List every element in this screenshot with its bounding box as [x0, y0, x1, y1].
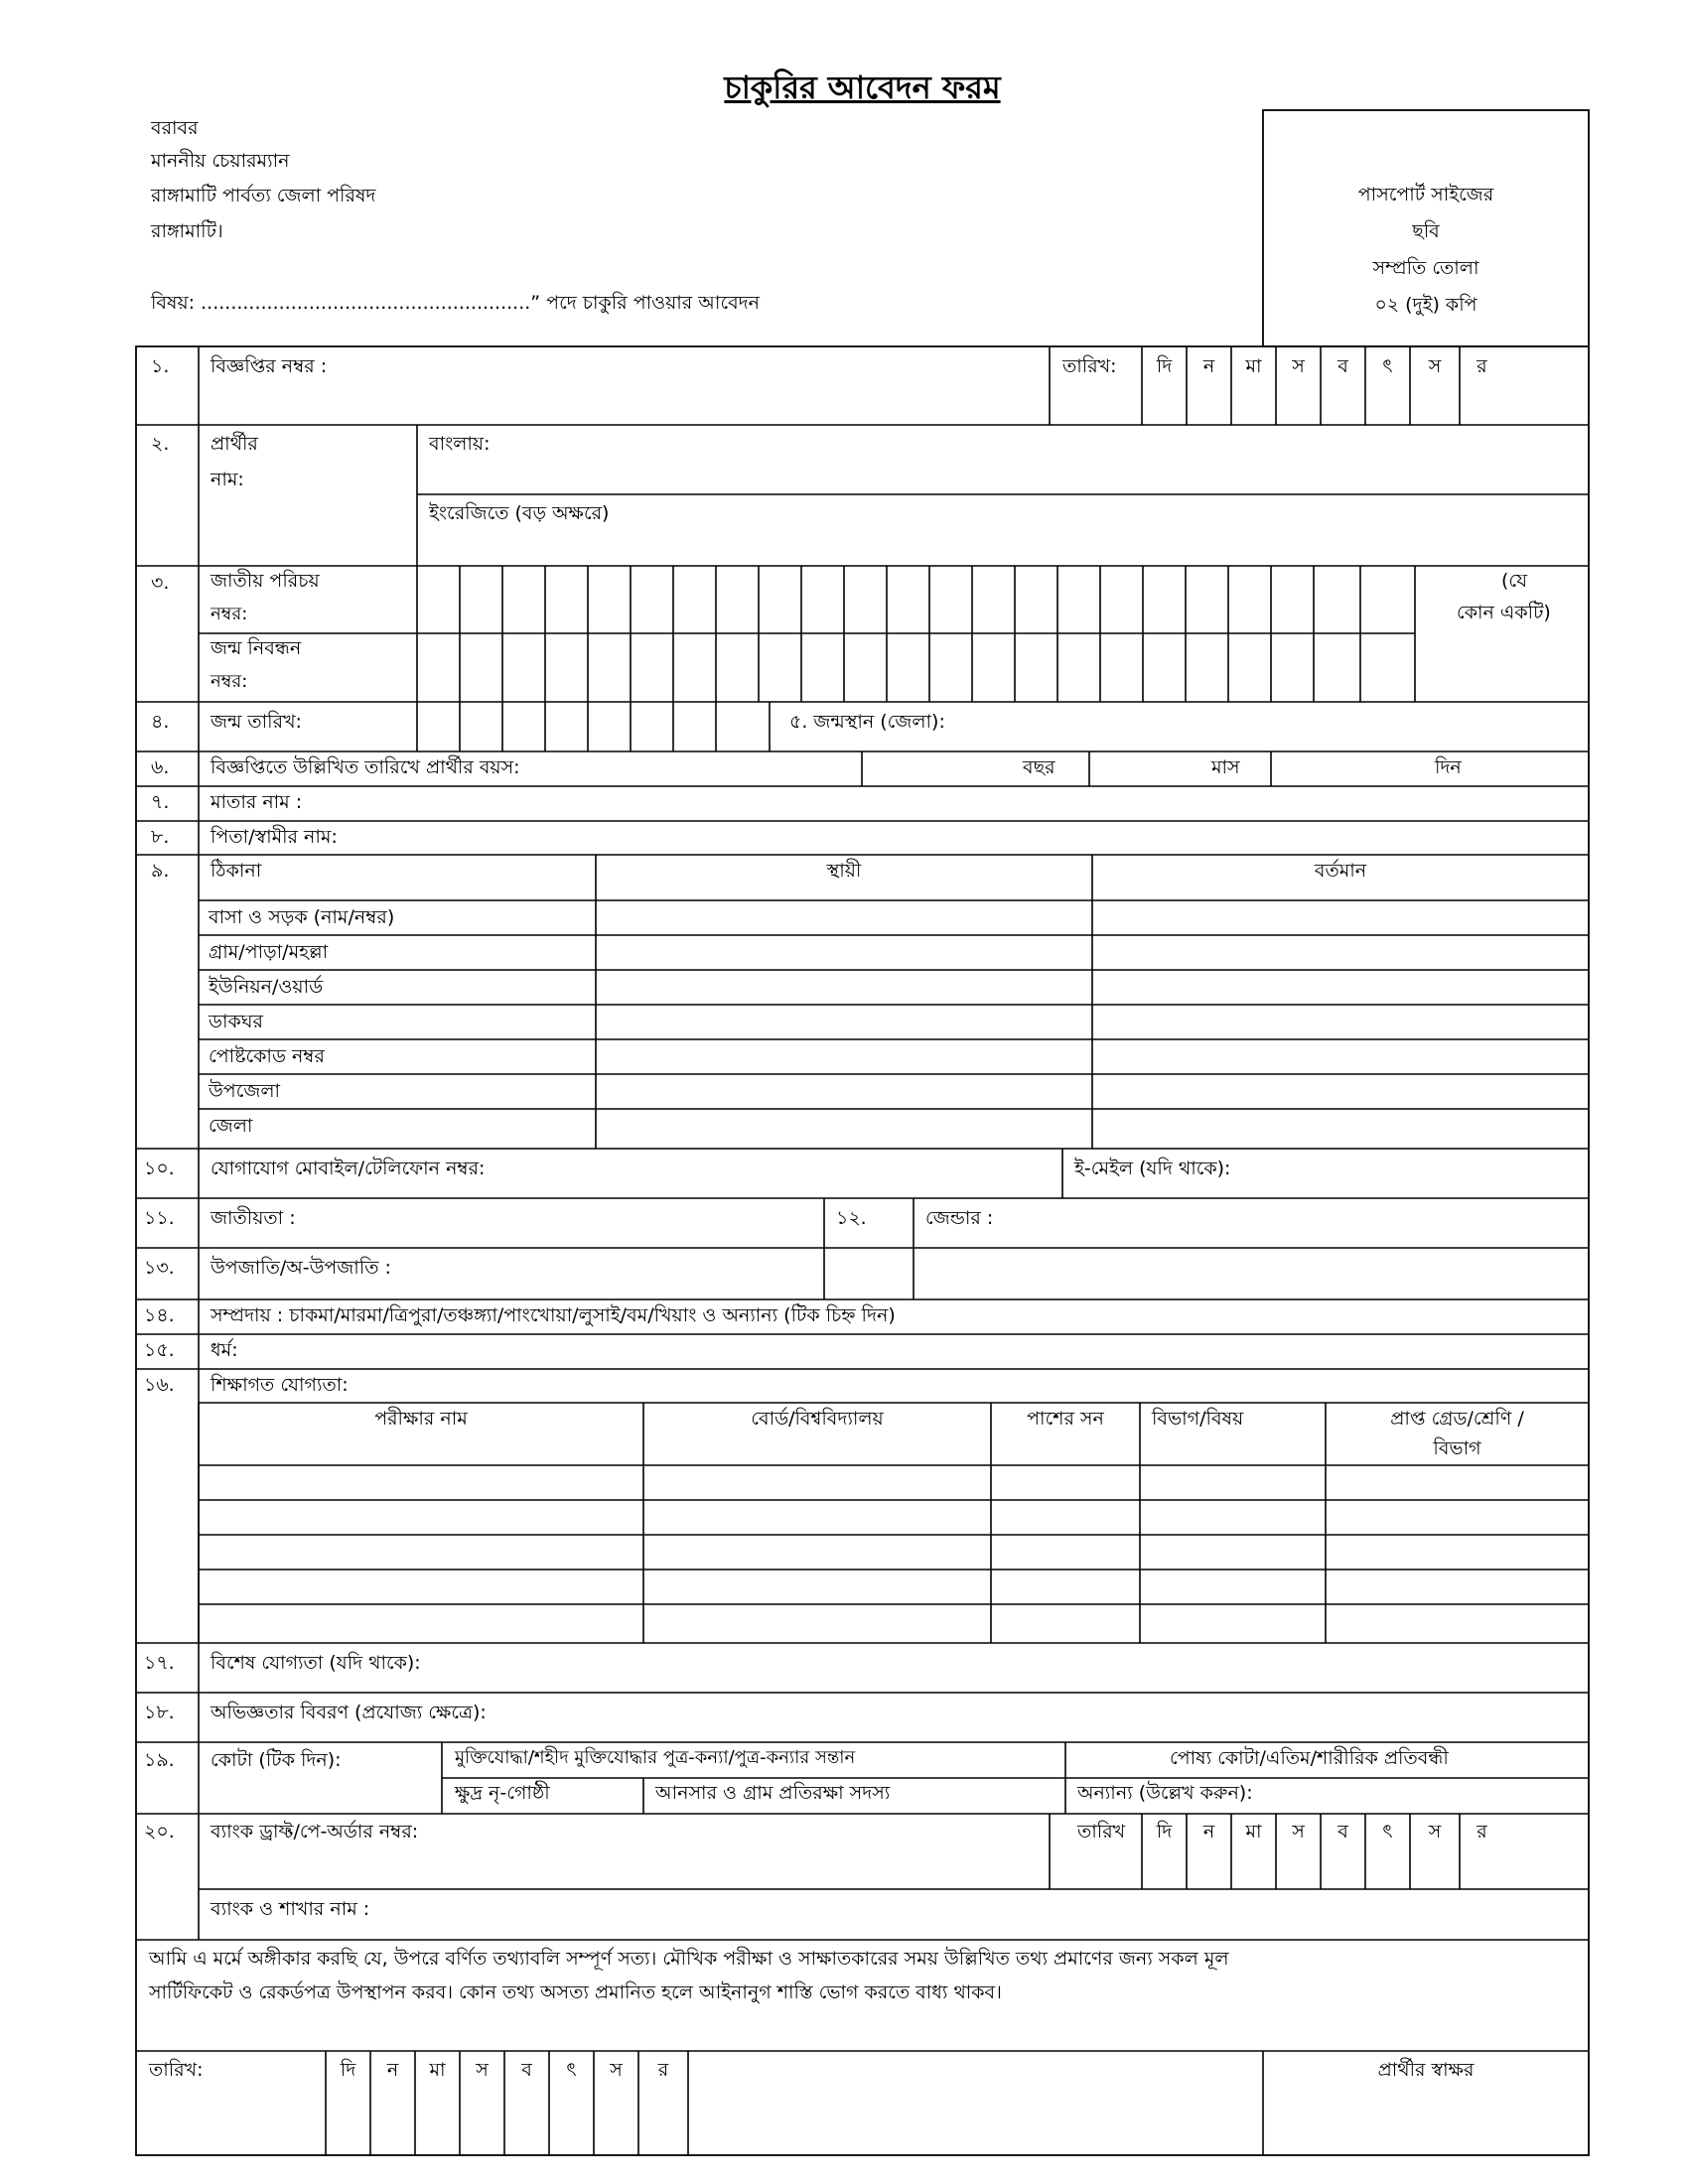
- row-number: ১.: [151, 355, 170, 377]
- father-name-label[interactable]: পিতা/স্বামীর নাম:: [211, 826, 338, 848]
- address-field-label: বাসা ও সড়ক (নাম/নম্বর): [209, 906, 395, 928]
- address-field-label: গ্রাম/পাড়া/মহল্লা: [209, 941, 329, 963]
- addressee-line: মাননীয় চেয়ারম্যান: [151, 150, 290, 172]
- any-one-note: কোন একটি): [1457, 602, 1551, 623]
- bank-branch-label[interactable]: ব্যাংক ও শাখার নাম :: [211, 1898, 370, 1920]
- circular-number-label: বিজ্ঞপ্তির নম্বর :: [211, 355, 328, 377]
- row-number: ১০.: [144, 1158, 175, 1179]
- applicant-name-label: প্রার্থীর: [211, 433, 258, 455]
- row-number: ১৯.: [144, 1749, 175, 1771]
- date-box-letter[interactable]: স: [610, 2059, 623, 2081]
- row-number: ১৮.: [144, 1702, 175, 1723]
- row-number: ৬.: [151, 756, 170, 778]
- birth-reg-label: নম্বর:: [211, 671, 248, 692]
- bank-draft-label[interactable]: ব্যাংক ড্রাফ্ট/পে-অর্ডার নম্বর:: [211, 1821, 419, 1843]
- date-box-letter[interactable]: র: [657, 2059, 669, 2081]
- form-table-border: [136, 346, 1589, 2155]
- quota-freedom-fighter[interactable]: মুক্তিযোদ্ধা/শহীদ মুক্তিযোদ্ধার পুত্র-কন্যা/পুত্র-কন্যার সন্তান: [455, 1747, 856, 1768]
- education-col-header: বোর্ড/বিশ্ববিদ্যালয়: [751, 1408, 884, 1430]
- row-number: ১৪.: [144, 1304, 175, 1326]
- quota-label: কোটা (টিক দিন):: [211, 1749, 342, 1771]
- applicant-signature-label[interactable]: প্রার্থীর স্বাক্ষর: [1377, 2059, 1475, 2081]
- declaration-text: আমি এ মর্মে অঙ্গীকার করছি যে, উপরে বর্ণিত তথ্যাবলি সম্পূর্ণ সত্য। মৌখিক পরীক্ষা ও সাক্ষাতকারের সময় উল্লিখিত তথ্য প্রমাণের জন্য সকল মূল: [149, 1948, 1229, 1970]
- date-box-letter[interactable]: মা: [1245, 1821, 1262, 1843]
- photo-box-text: পাসপোর্ট সাইজের: [1357, 184, 1494, 205]
- education-col-header: পরীক্ষার নাম: [374, 1408, 468, 1430]
- date-box-letter[interactable]: ৎ: [1382, 1821, 1393, 1843]
- row-number: ২.: [151, 433, 170, 455]
- dob-label: জন্ম তারিখ:: [211, 711, 302, 733]
- row-number: ৮.: [151, 826, 170, 848]
- date-box-letter[interactable]: দি: [340, 2059, 356, 2081]
- date-box-letter[interactable]: ব: [1337, 355, 1348, 377]
- birth-reg-label: জন্ম নিবন্ধন: [211, 637, 302, 659]
- education-col-header: বিভাগ: [1433, 1437, 1481, 1459]
- addressee-line: রাঙ্গামাটি।: [151, 220, 223, 242]
- nationality-label[interactable]: জাতীয়তা :: [211, 1207, 296, 1229]
- tribal-label[interactable]: উপজাতি/অ-উপজাতি :: [211, 1257, 391, 1279]
- row-number: ১৩.: [144, 1257, 175, 1279]
- address-label: ঠিকানা: [211, 860, 262, 882]
- quota-ansar-vdp[interactable]: আনসার ও গ্রাম প্রতিরক্ষা সদস্য: [655, 1782, 891, 1804]
- age-month[interactable]: মাস: [1211, 756, 1240, 778]
- quota-ward-orphan-disabled[interactable]: পোষ্য কোটা/এতিম/শারীরিক প্রতিবন্ধী: [1170, 1747, 1449, 1769]
- age-year[interactable]: বছর: [1023, 756, 1055, 778]
- date-box-letter[interactable]: ৎ: [566, 2059, 577, 2081]
- photo-box-text: ছবি: [1412, 220, 1440, 242]
- date-box-letter[interactable]: ৎ: [1382, 355, 1393, 377]
- community-label[interactable]: সম্প্রদায় : চাকমা/মারমা/ত্রিপুরা/তঞ্চঙ্গ্যা/পাংখোয়া/লুসাই/বম/খিয়াং ও অন্যান্য (টিক চিহ্ন দিন): [211, 1304, 896, 1326]
- row-number: ১২.: [836, 1207, 867, 1229]
- address-field-label: ডাকঘর: [209, 1011, 263, 1032]
- row-number: ৭.: [151, 791, 170, 813]
- permanent-address-header: স্থায়ী: [826, 860, 862, 882]
- date-box-letter[interactable]: মা: [429, 2059, 446, 2081]
- row-number: ২০.: [144, 1821, 175, 1843]
- any-one-note: (যে: [1501, 570, 1528, 592]
- date-box-letter[interactable]: ব: [1337, 1821, 1348, 1843]
- row-number: ১১.: [144, 1207, 175, 1229]
- address-field-label: পোষ্টকোড নম্বর: [209, 1045, 325, 1067]
- address-field-label: ইউনিয়ন/ওয়ার্ড: [209, 976, 324, 998]
- row-number: ১৫.: [144, 1339, 175, 1361]
- nid-label: নম্বর:: [211, 604, 248, 624]
- birthplace-label[interactable]: ৫. জন্মস্থান (জেলা):: [789, 711, 945, 733]
- phone-label[interactable]: যোগাযোগ মোবাইল/টেলিফোন নম্বর:: [211, 1158, 486, 1179]
- date-box-letter[interactable]: স: [1292, 355, 1305, 377]
- date-box-letter[interactable]: দি: [1156, 1821, 1173, 1843]
- addressee-line: রাঙ্গামাটি পার্বত্য জেলা পরিষদ: [151, 185, 376, 206]
- nid-label: জাতীয় পরিচয়: [211, 570, 320, 592]
- quota-ethnic-minority[interactable]: ক্ষুদ্র নৃ-গোষ্ঠী: [455, 1782, 550, 1804]
- education-col-header: প্রাপ্ত গ্রেড/শ্রেণি /: [1390, 1408, 1524, 1430]
- date-box-letter[interactable]: মা: [1245, 355, 1262, 377]
- photo-box-text: সম্প্রতি তোলা: [1372, 257, 1479, 279]
- address-field-label: জেলা: [209, 1115, 253, 1137]
- date-box-letter[interactable]: ন: [1202, 355, 1215, 377]
- date-box-letter[interactable]: ন: [386, 2059, 399, 2081]
- date-box-letter[interactable]: দি: [1156, 355, 1173, 377]
- mother-name-label[interactable]: মাতার নাম :: [211, 791, 303, 813]
- row-number: ৯.: [151, 860, 170, 882]
- age-day[interactable]: দিন: [1435, 756, 1462, 778]
- address-field-label: উপজেলা: [209, 1080, 280, 1102]
- education-col-header: পাশের সন: [1027, 1408, 1104, 1430]
- present-address-header: বর্তমান: [1314, 860, 1367, 882]
- name-english-field[interactable]: ইংরেজিতে (বড় অক্ষরে): [429, 502, 610, 524]
- photo-box-text: ০২ (দুই) কপি: [1374, 294, 1477, 316]
- declaration-text: সার্টিফিকেট ও রেকর্ডপত্র উপস্থাপন করব। কোন তথ্য অসত্য প্রমানিত হলে আইনানুগ শাস্তি ভোগ করতে বাধ্য থাকব।: [149, 1981, 1002, 2003]
- date-box-letter[interactable]: ব: [521, 2059, 532, 2081]
- addressee-line: বরাবর: [151, 117, 199, 139]
- form-title: চাকুরির আবেদন ফরম: [724, 68, 1001, 106]
- row-number: ১৭.: [144, 1652, 175, 1674]
- experience-label[interactable]: অভিজ্ঞতার বিবরণ (প্রযোজ্য ক্ষেত্রে):: [211, 1702, 487, 1723]
- special-qualification-label[interactable]: বিশেষ যোগ্যতা (যদি থাকে):: [211, 1652, 421, 1674]
- row-number: ৪.: [151, 711, 170, 733]
- name-bangla-field[interactable]: বাংলায়:: [429, 433, 491, 455]
- date-box-letter[interactable]: র: [1477, 355, 1487, 377]
- date-box-letter[interactable]: স: [1428, 355, 1442, 377]
- age-label: বিজ্ঞপ্তিতে উল্লিখিত তারিখে প্রার্থীর বয়স:: [211, 756, 520, 778]
- gender-label[interactable]: জেন্ডার :: [925, 1207, 994, 1229]
- education-col-header: বিভাগ/বিষয়: [1152, 1408, 1244, 1430]
- footer-date-label: তারিখ:: [149, 2059, 204, 2081]
- date-box-letter[interactable]: র: [1477, 1821, 1487, 1843]
- date-box-letter[interactable]: ন: [1202, 1821, 1215, 1843]
- email-label[interactable]: ই-মেইল (যদি থাকে):: [1074, 1158, 1231, 1179]
- bank-draft-date-label: তারিখ: [1077, 1821, 1126, 1843]
- education-label: শিক্ষাগত যোগ্যতা:: [211, 1374, 349, 1396]
- applicant-name-label: নাম:: [211, 469, 244, 490]
- subject-line[interactable]: বিষয়: .......................................................” পদে চাকুরি পাওয়ার আবেদন: [151, 292, 760, 314]
- circular-date-label: তারিখ:: [1062, 355, 1117, 377]
- quota-other[interactable]: অন্যান্য (উল্লেখ করুন):: [1077, 1782, 1253, 1804]
- date-box-letter[interactable]: স: [1428, 1821, 1442, 1843]
- religion-label[interactable]: ধর্ম:: [211, 1339, 238, 1361]
- row-number: ১৬.: [144, 1374, 175, 1396]
- date-box-letter[interactable]: স: [1292, 1821, 1305, 1843]
- row-number: ৩.: [151, 572, 170, 594]
- date-box-letter[interactable]: স: [476, 2059, 489, 2081]
